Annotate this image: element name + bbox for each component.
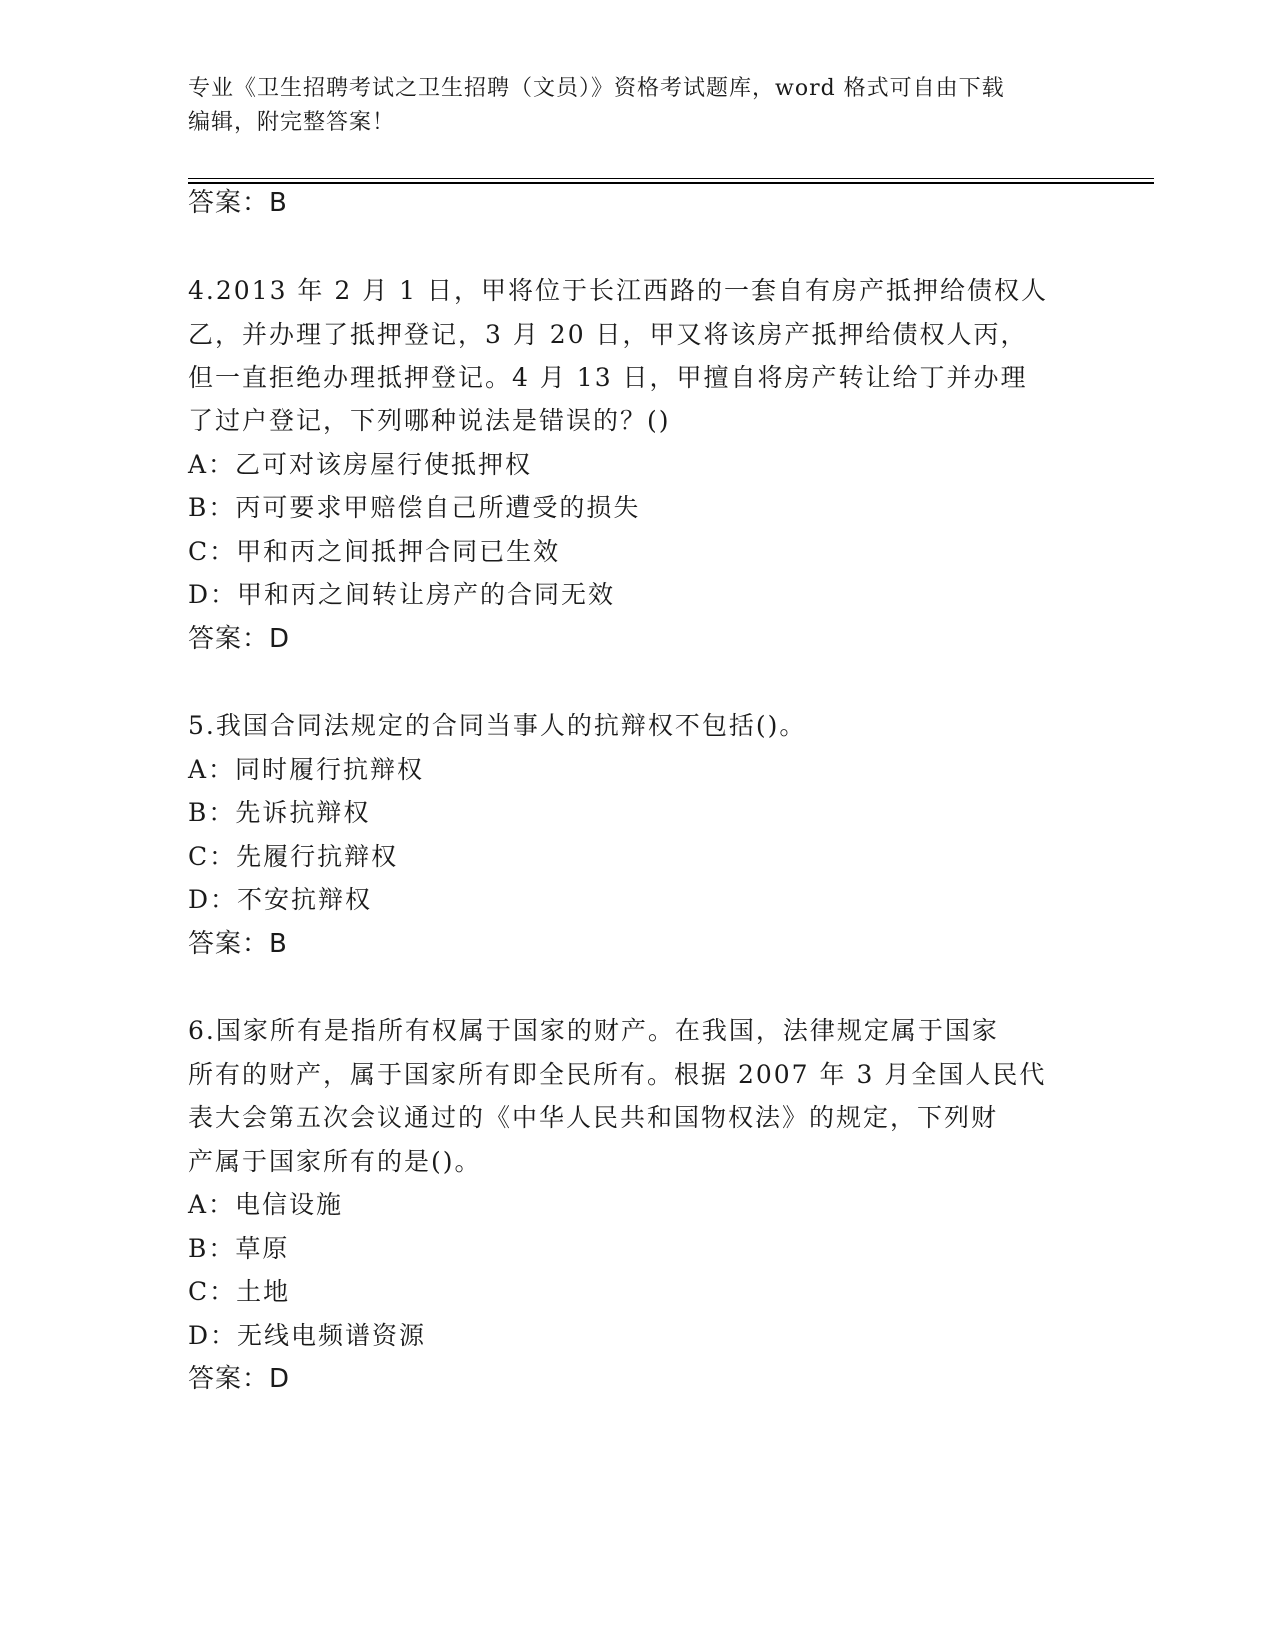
question-6-stem-line-2: 所有的财产，属于国家所有即全民所有。根据 2007 年 3 月全国人民代 (188, 1060, 1047, 1089)
question-5-stem-line-1: 5.我国合同法规定的合同当事人的抗辩权不包括()。 (188, 711, 807, 740)
question-6-option-c: C：土地 (188, 1277, 291, 1306)
question-6-answer: 答案：D (188, 1364, 291, 1394)
question-6-stem-line-4: 产属于国家所有的是()。 (188, 1147, 482, 1176)
question-5-option-a: A：同时履行抗辩权 (188, 755, 425, 784)
question-5-answer: 答案：B (188, 929, 288, 959)
question-4-stem-line-4: 了过户登记，下列哪种说法是错误的？() (188, 406, 671, 435)
question-4-stem-line-3: 但一直拒绝办理抵押登记。4 月 13 日，甲擅自将房产转让给丁并办理 (188, 363, 1028, 392)
question-4-option-a: A：乙可对该房屋行使抵押权 (188, 450, 533, 479)
question-5-option-c: C：先履行抗辩权 (188, 842, 399, 871)
question-4-stem-line-2: 乙，并办理了抵押登记，3 月 20 日，甲又将该房产抵押给债权人丙， (188, 320, 1028, 349)
question-4-stem-line-1: 4.2013 年 2 月 1 日，甲将位于长江西路的一套自有房产抵押给债权人 (188, 276, 1049, 305)
previous-answer: 答案：B (188, 188, 288, 218)
header-divider (188, 178, 1154, 184)
header-line-1: 专业《卫生招聘考试之卫生招聘（文员）》资格考试题库，word 格式可自由下载 (188, 76, 1005, 101)
question-6-stem-line-1: 6.国家所有是指所有权属于国家的财产。在我国，法律规定属于国家 (188, 1016, 999, 1045)
header-line-2: 编辑，附完整答案！ (188, 110, 396, 135)
question-4-option-c: C：甲和丙之间抵押合同已生效 (188, 537, 561, 566)
question-6-option-b: B：草原 (188, 1234, 290, 1263)
question-6-option-a: A：电信设施 (188, 1190, 344, 1219)
document-header (188, 72, 1068, 140)
question-6-stem-line-3: 表大会第五次会议通过的《中华人民共和国物权法》的规定，下列财 (188, 1103, 999, 1132)
question-5-option-b: B：先诉抗辩权 (188, 798, 371, 827)
question-5-option-d: D：不安抗辩权 (188, 885, 373, 914)
question-4-option-d: D：甲和丙之间转让房产的合同无效 (188, 580, 616, 609)
question-6-option-d: D：无线电频谱资源 (188, 1321, 427, 1350)
question-4-answer: 答案：D (188, 624, 291, 654)
question-4-option-b: B：丙可要求甲赔偿自己所遭受的损失 (188, 493, 641, 522)
